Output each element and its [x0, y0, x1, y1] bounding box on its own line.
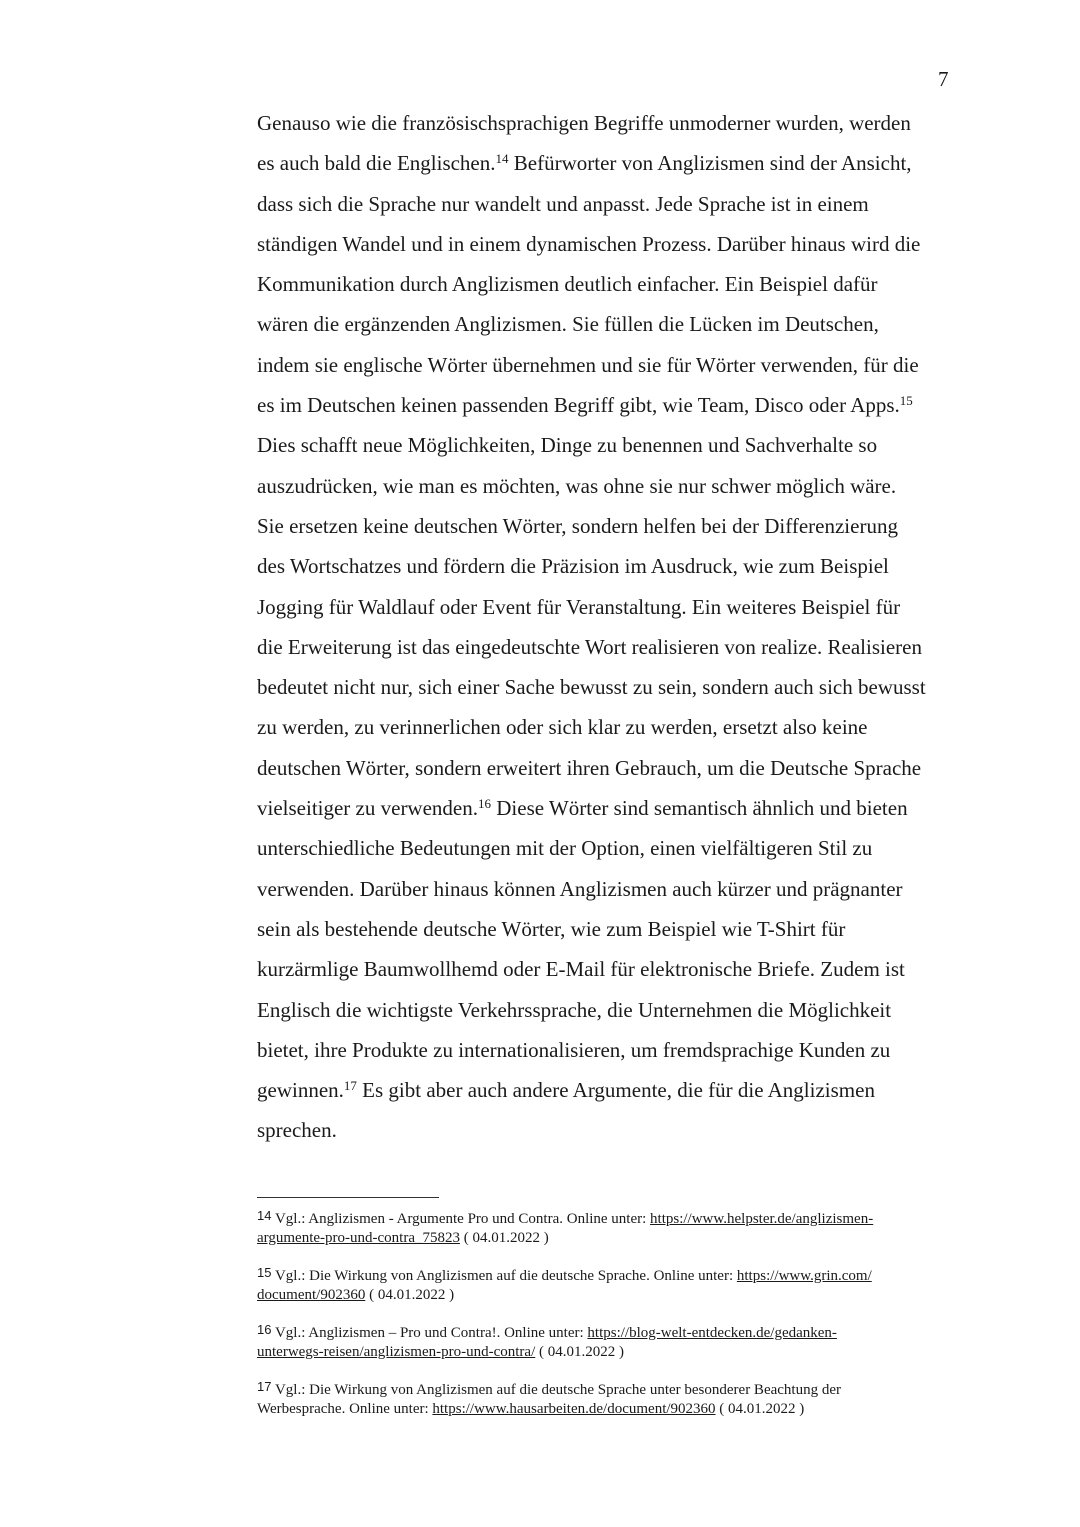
body-text-segment: auszudrücken, wie man es möchten, was ohne sie nur schwer möglich wäre.	[257, 473, 897, 498]
footnote-line	[257, 1286, 957, 1305]
footnote-line	[257, 1381, 957, 1400]
footnote-link[interactable]: https://www.grin.com/	[736, 1268, 872, 1284]
body-line	[257, 667, 957, 707]
body-text-segment: unterschiedliche Bedeutungen mit der Option, einen vielfältigeren Stil zu	[257, 836, 873, 861]
body-text-segment: Diese Wörter sind semantisch ähnlich und bieten	[491, 796, 908, 821]
body-text-segment: zu werden, zu verinnerlichen oder sich klar zu werden, ersetzt also keine	[257, 715, 868, 740]
footnote-text: ( 04.01.2022 )	[460, 1230, 549, 1246]
body-line	[257, 990, 957, 1030]
footnote-line	[257, 1267, 957, 1286]
footnote-text: ( 04.01.2022 )	[715, 1401, 805, 1417]
body-text-segment: Englisch die wichtigste Verkehrssprache, die Unternehmen die Möglichkeit	[257, 997, 892, 1022]
footnote-line	[257, 1210, 957, 1229]
body-line	[257, 869, 957, 909]
body-line	[257, 103, 957, 143]
body-line	[257, 748, 957, 788]
body-text-segment: kurzärmlige Baumwollhemd oder E-Mail für elektronische Briefe. Zudem ist	[257, 957, 905, 982]
footnote-line	[257, 1229, 957, 1248]
footnote	[257, 1324, 957, 1362]
body-text-segment: indem sie englische Wörter übernehmen und sie für Wörter verwenden, für die	[257, 352, 919, 377]
footnote-reference: 15	[899, 393, 913, 409]
footnote-link[interactable]: unterwegs-reisen/anglizismen-pro-und-contra/	[257, 1344, 536, 1360]
body-line	[257, 304, 957, 344]
body-line	[257, 627, 957, 667]
footnote-text: ( 04.01.2022 )	[365, 1287, 455, 1303]
body-line	[257, 143, 957, 183]
body-line	[257, 1110, 957, 1150]
body-line	[257, 828, 957, 868]
footnote-text: Werbesprache. Online unter:	[257, 1401, 433, 1417]
footnote-link[interactable]: https://blog-welt-entdecken.de/gedanken-	[587, 1325, 837, 1341]
body-text-segment: wären die ergänzenden Anglizismen. Sie füllen die Lücken im Deutschen,	[257, 312, 879, 337]
body-line	[257, 264, 957, 304]
body-line	[257, 546, 957, 586]
body-text-segment: Genauso wie die französischsprachigen Begriffe unmoderner wurden, werden	[257, 111, 911, 135]
body-text-segment: sprechen.	[257, 1118, 337, 1143]
body-line	[257, 909, 957, 949]
footnote-text: Vgl.: Die Wirkung von Anglizismen auf die deutsche Sprache unter besonderer Beachtung der	[271, 1382, 841, 1398]
body-text-segment: Sie ersetzen keine deutschen Wörter, sondern helfen bei der Differenzierung	[257, 513, 898, 538]
footnotes-section	[257, 1210, 957, 1419]
footnote-link[interactable]: https://www.hausarbeiten.de/document/902360	[432, 1401, 716, 1417]
body-line	[257, 788, 957, 828]
body-line	[257, 224, 957, 264]
body-line	[257, 385, 957, 425]
body-paragraph	[257, 103, 957, 1151]
body-text-segment: des Wortschatzes und fördern die Präzision im Ausdruck, wie zum Beispiel	[257, 554, 889, 579]
body-text-segment: bedeutet nicht nur, sich einer Sache bewusst zu sein, sondern auch sich bewusst	[257, 675, 926, 700]
footnote-reference: 16	[478, 796, 491, 812]
body-text-segment: es im Deutschen keinen passenden Begriff gibt, wie Team, Disco oder Apps.	[257, 393, 900, 418]
body-text-segment: Kommunikation durch Anglizismen deutlich einfacher. Ein Beispiel dafür	[257, 272, 878, 297]
body-text-segment: vielseitiger zu verwenden.	[257, 796, 478, 821]
body-line	[257, 949, 957, 989]
footnote-separator	[257, 1197, 439, 1198]
body-text-segment: Dies schafft neue Möglichkeiten, Dinge zu benennen und Sachverhalte so	[257, 433, 878, 458]
footnote-text: ( 04.01.2022 )	[535, 1344, 624, 1360]
footnote	[257, 1210, 957, 1248]
body-text-segment: Befürworter von Anglizismen sind der Ansicht,	[508, 151, 912, 176]
body-text-segment: sein als bestehende deutsche Wörter, wie zum Beispiel wie T-Shirt für	[257, 916, 846, 941]
footnote-line	[257, 1400, 957, 1419]
body-line	[257, 425, 957, 465]
footnote-link[interactable]: https://www.helpster.de/anglizismen-	[650, 1211, 874, 1227]
footnote-line	[257, 1343, 957, 1362]
footnote-line	[257, 1324, 957, 1343]
footnote-number: 16	[257, 1322, 272, 1337]
page-number: 7	[938, 67, 949, 91]
footnote-number: 15	[257, 1265, 272, 1280]
body-text-segment: ständigen Wandel und in einem dynamischen Prozess. Darüber hinaus wird die	[257, 231, 921, 256]
footnote-text: Vgl.: Die Wirkung von Anglizismen auf die deutsche Sprache. Online unter:	[271, 1268, 737, 1284]
body-text-segment: bietet, ihre Produkte zu internationalisieren, um fremdsprachige Kunden zu	[257, 1037, 891, 1062]
body-line	[257, 1070, 957, 1110]
body-text-segment: Es gibt aber auch andere Argumente, die für die Anglizismen	[356, 1078, 875, 1103]
body-line	[257, 1030, 957, 1070]
body-text-segment: verwenden. Darüber hinaus können Anglizismen auch kürzer und prägnanter	[257, 876, 903, 901]
body-line	[257, 707, 957, 747]
body-line	[257, 184, 957, 224]
footnote-reference: 14	[495, 151, 509, 167]
body-text-segment: gewinnen.	[257, 1078, 344, 1103]
footnote-text: Vgl.: Anglizismen - Argumente Pro und Contra. Online unter:	[271, 1211, 651, 1227]
body-line	[257, 506, 957, 546]
footnote-link[interactable]: document/902360	[257, 1287, 366, 1303]
footnote	[257, 1381, 957, 1419]
footnote-number: 14	[257, 1208, 272, 1223]
footnote-text: Vgl.: Anglizismen – Pro und Contra!. Online unter:	[271, 1325, 588, 1341]
footnote-link[interactable]: argumente-pro-und-contra_75823	[257, 1230, 460, 1246]
body-line	[257, 587, 957, 627]
body-text-segment: deutschen Wörter, sondern erweitert ihren Gebrauch, um die Deutsche Sprache	[257, 755, 922, 780]
footnote-number: 17	[257, 1379, 272, 1394]
body-line	[257, 345, 957, 385]
footnote	[257, 1267, 957, 1305]
footnote-reference: 17	[343, 1078, 357, 1094]
body-text-segment: Jogging für Waldlauf oder Event für Veranstaltung. Ein weiteres Beispiel für	[257, 594, 901, 619]
body-line	[257, 466, 957, 506]
body-text-segment: dass sich die Sprache nur wandelt und anpasst. Jede Sprache ist in einem	[257, 191, 869, 216]
body-text-segment: die Erweiterung ist das eingedeutschte Wort realisieren von realize. Realisieren	[257, 634, 922, 659]
body-text-segment: es auch bald die Englischen.	[257, 151, 496, 176]
